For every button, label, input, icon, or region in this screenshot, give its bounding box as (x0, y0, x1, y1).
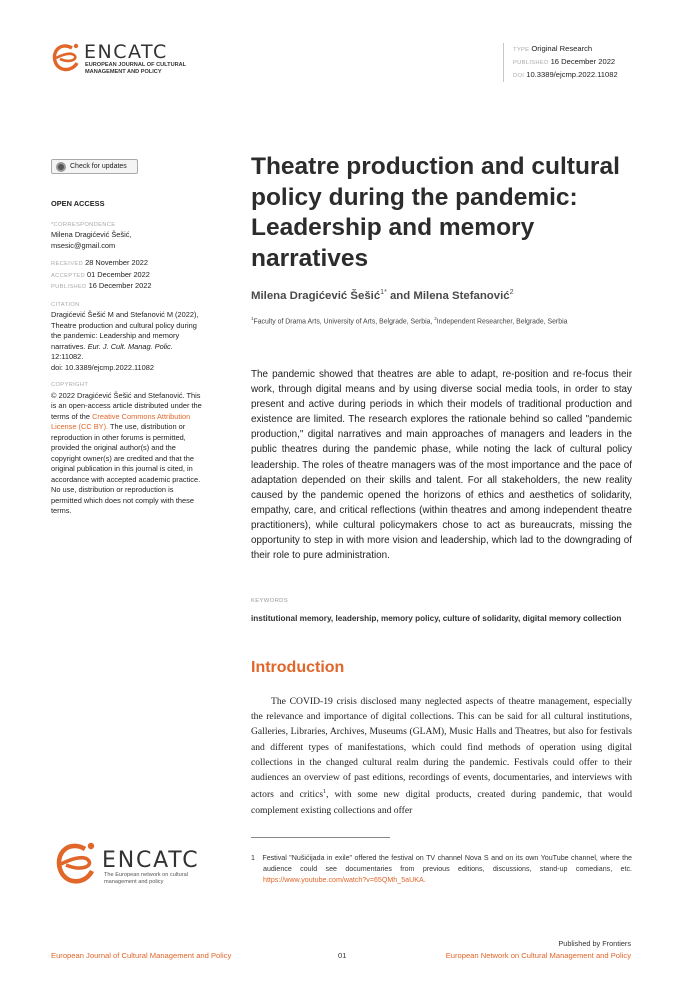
copyright: COPYRIGHT © 2022 Dragićević Šešić and Stefanović. This is an open-access article distributed under the terms of the Creative Commons Attribution License (CC BY). The use, distribution or reproduction in other forums is permitted, provided the original author(s) and the copyright owner(s) are credited and that the original publication in this journal is cited, in accordance with accepted academic practice. No use, distribution or reproduction is permitted which does not comply with these terms. (51, 382, 202, 515)
open-access-label: OPEN ACCESS (51, 199, 105, 208)
footer-journal: European Journal of Cultural Management and Policy (51, 951, 232, 960)
published-row: PUBLISHED 16 December 2022 (513, 57, 616, 66)
article-meta (503, 43, 618, 82)
authors: Milena Dragićević Šešić$^{1*}$ and Milena Stefanović$^2$ (251, 289, 514, 302)
brand-name: ENCATC (102, 848, 200, 873)
corr-email-link[interactable]: msesic@gmail.com (51, 240, 116, 250)
check-updates-icon (56, 162, 66, 172)
author-1[interactable]: Milena Dragićević Šešić (251, 289, 381, 302)
abstract: The pandemic showed that theatres are able to adapt, re-position and re-focus their work, through digital means and by using diverse social media tools, in order to stay present and active during periods in which their models of traditional production and existence are limited. The research explores the rationale behind so called "pandemic production," digital narratives and main approaches of managers and leaders in the public theatres during the pandemic phase, while noting the lack of cultural policy leadership. The roles of theatre managers was of the most importance and the pace of adaptation depended on their skills and talent. For all stakeholders, the new reality caused by the pandemic opened the horizons of ethics and aesthetics of solidarity, empathy, care, and critical reflections (within theatres and among independent theatre practitioners), while cultural policymakers chose to act as bureaucrats, missing the opportunity to step in with more vision and leadership, which lad to the downgrading of their role to pure administration. (251, 369, 632, 562)
author-2[interactable]: Milena Stefanović (413, 289, 510, 302)
article-title: Theatre production and cultural policy during the pandemic: Leadership and memory narratives (251, 153, 620, 272)
type-row: TYPE Original Research (513, 44, 593, 53)
keywords-label: KEYWORDS (251, 598, 289, 604)
encatc-network-logo (52, 838, 212, 890)
cc-by-license-link[interactable]: Creative Commons Attribution License (CC BY). (51, 411, 191, 431)
encatc-e-icon (52, 838, 100, 890)
brand-name: ENCATC (84, 41, 168, 63)
encatc-logo (50, 41, 220, 81)
footnote-divider (251, 837, 390, 838)
check-for-updates-button[interactable]: Check for updates (51, 159, 138, 174)
introduction-paragraph: The COVID-19 crisis disclosed many neglected aspects of theatre management, especially the relevance and importance of digital collections. This can be said for all cultural institutions, Galleries, Libraries, Archives, Museums (GLAM), Music Halls and Theatres, but also for festivals and different types of manifestations, which could find methods of operation using digital collections in the changed cultural realm during the pandemic. Festivals could offer to their audiences an overview of past editions, recordings of events, documentaries, and interviews with actors and critics$^1$, with some new digital products, created during pandemic, that would complement existing collections and offer (251, 696, 632, 816)
sidebar-info (51, 199, 206, 524)
published-by: Published by Frontiers (558, 939, 631, 948)
doi-row: DOI 10.3389/ejcmp.2022.11082 (513, 70, 618, 79)
youtube-link[interactable]: https://www.youtube.com/watch?v=65QMh_5aUKA. (263, 876, 426, 884)
page-number: 01 (338, 951, 347, 960)
encatc-e-icon (50, 41, 82, 75)
citation: CITATION Dragićević Šešić M and Stefanović M (2022), Theatre production and cultural policy during the pandemic: Leadership and memory narratives. Eur. J. Cult. Manag. Polic. 12:11082. doi: 10.3389/ejcmp.2022.11082 (51, 301, 199, 372)
dates: RECEIVED 28 November 2022 ACCEPTED 01 December 2022 PUBLISHED 16 December 2022 (51, 258, 152, 290)
footnote: 1 Festival "Nušićijada in exile" offered the festival on TV channel Nova S and on its own YouTube channel, where the audience could see documentaries from previous editions, discussions, stand-up comedians, etc. https://www.youtube.com/watch?v=65QMh_5aUKA. (251, 854, 632, 884)
keywords: institutional memory, leadership, memory policy, culture of solidarity, digital memory collection (251, 614, 622, 623)
footnote-ref[interactable]: 1 (323, 789, 327, 796)
footer-network: European Network on Cultural Management and Policy (445, 951, 631, 960)
journal-subtitle: EUROPEAN JOURNAL OF CULTURAL MANAGEMENT AND POLICY (85, 62, 187, 75)
affiliations: $^1$Faculty of Drama Arts, University of Arts, Belgrade, Serbia, $^2$Independent Researcher, Belgrade, Serbia (251, 316, 568, 326)
introduction-heading: Introduction (251, 659, 345, 676)
network-tagline: The European network on cultural management and policy (104, 872, 188, 885)
correspondence: *CORRESPONDENCE Milena Dragićević Šešić, msesic@gmail.com (51, 220, 206, 252)
